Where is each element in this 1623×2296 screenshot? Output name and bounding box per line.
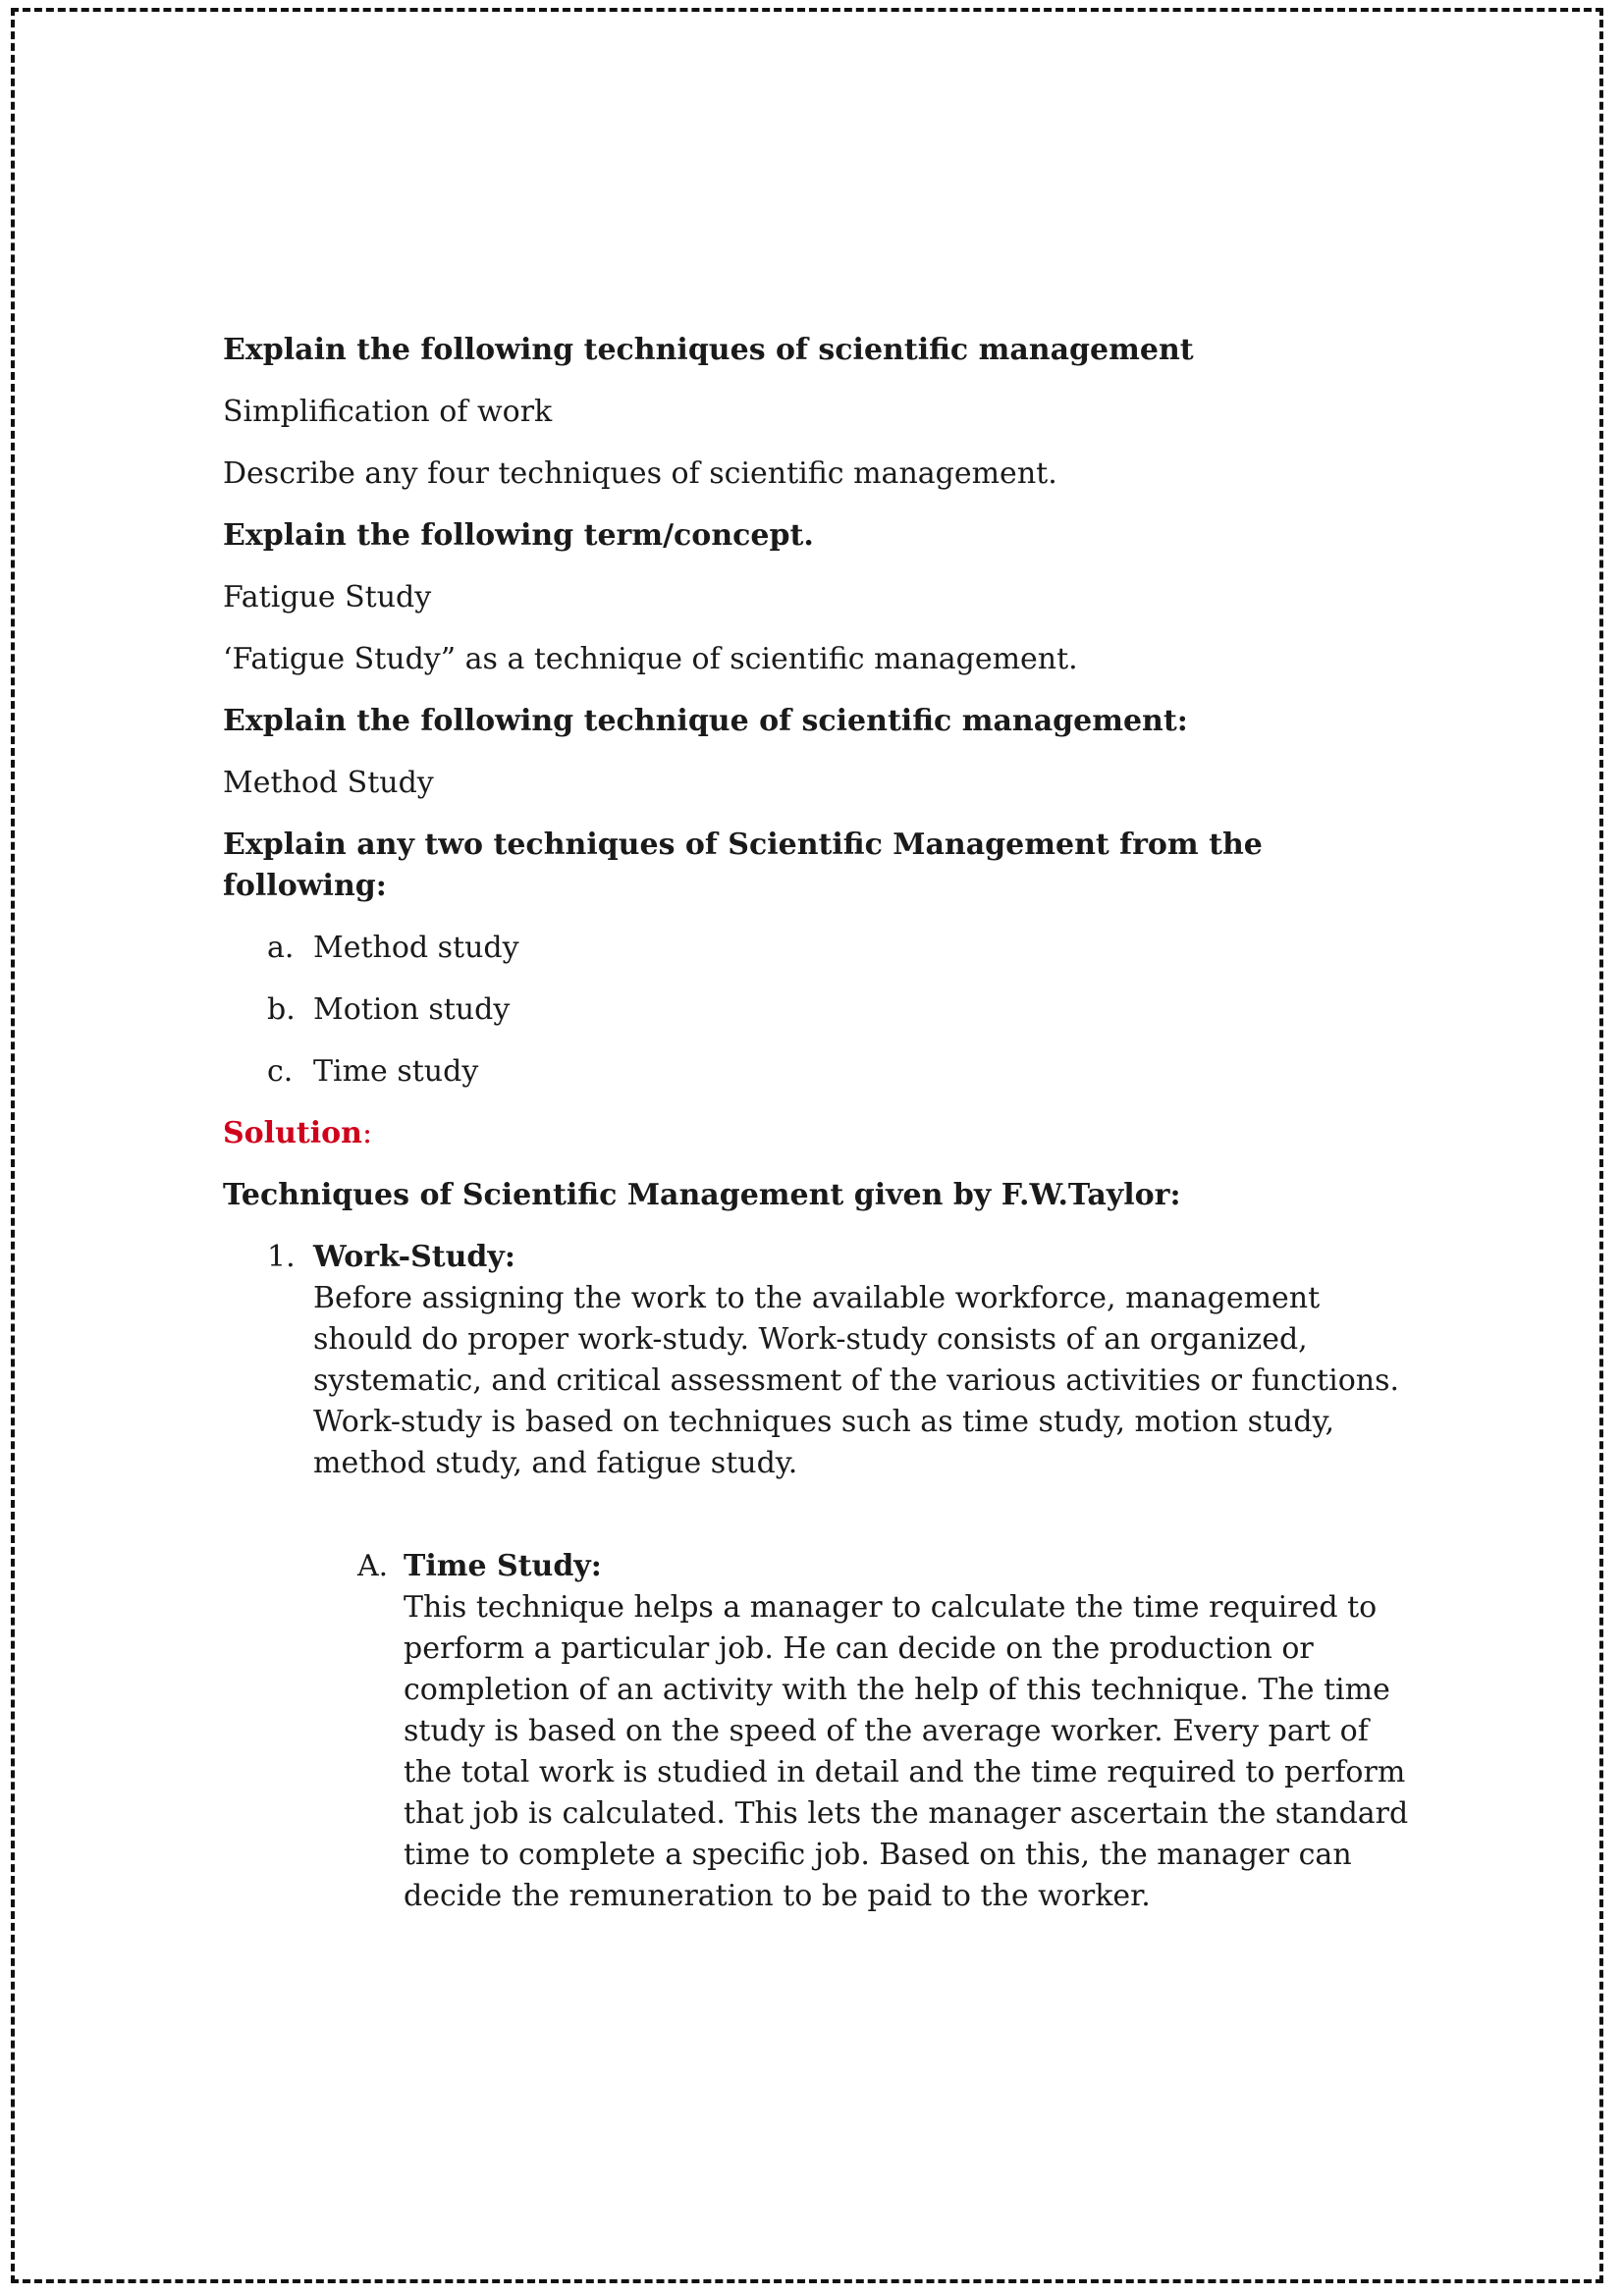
question-text-5: Method Study [223,766,434,800]
solution-item-work-study [223,1237,1421,1917]
solution-subitem-time-study [313,1546,1421,1917]
question-heading-1: Explain the following techniques of scientific management [223,333,1194,367]
list-item [223,928,1421,969]
solution-item-body: Before assigning the work to the available workforce, management should do proper work-study. Work-study consists of an organized, systematic, and critical assessment of the various activities or functions. Work-study is based on techniques such as time study, motion study, method study, and fatigue study. [313,1281,1400,1480]
solution-label [223,1113,1421,1154]
question-heading-3: Explain the following technique of scientific management: [223,704,1188,738]
solution-item-title: Work-Study: [313,1240,515,1274]
list-item-text: Method study [313,931,519,965]
question-text-3: Fatigue Study [223,580,432,614]
options-list [223,928,1421,1093]
document-content [223,330,1421,1917]
solution-subitem-title: Time Study: [404,1549,602,1583]
solution-subitem-body: This technique helps a manager to calculate the time required to perform a particular job. He can decide on the production or completion of an activity with the help of this technique. The time study is based on the speed of the average worker. Every part of the total work is studied in detail and the time required to perform that job is calculated. This lets the manager ascertain the standard time to complete a specific job. Based on this, the manager can decide the remuneration to be paid to the worker. [404,1590,1409,1913]
list-marker: A. [357,1549,389,1583]
question-text-4: ‘Fatigue Study” as a technique of scientific management. [223,642,1078,676]
question-text-1: Simplification of work [223,395,553,429]
list-item [223,989,1421,1031]
list-item-text: Motion study [313,992,511,1027]
list-item [223,1051,1421,1093]
question-heading-2: Explain the following term/concept. [223,518,814,553]
question-heading-4: Explain any two techniques of Scientific Management from the following: [223,828,1263,903]
question-text-2: Describe any four techniques of scientific management. [223,456,1057,491]
solution-label-text: Solution [223,1116,362,1150]
solution-heading: Techniques of Scientific Management given by F.W.Taylor: [223,1178,1181,1212]
list-marker: c. [267,1054,294,1089]
solution-label-colon: : [361,1116,373,1150]
list-marker: a. [267,931,295,965]
list-marker: 1. [267,1240,296,1274]
list-marker: b. [267,992,296,1027]
list-item-text: Time study [313,1054,479,1089]
